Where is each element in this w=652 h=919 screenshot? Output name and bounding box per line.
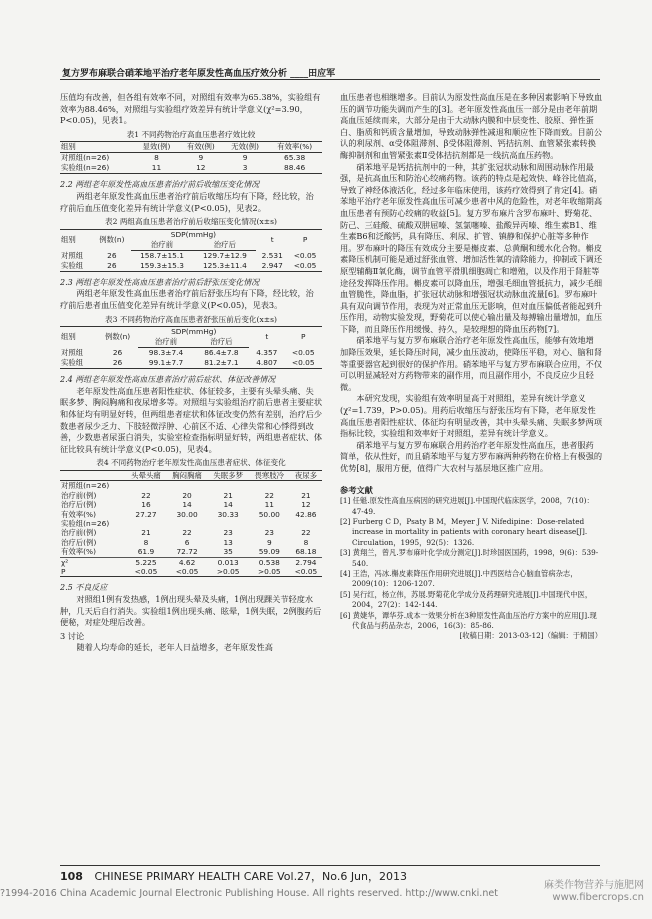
table-cell: 26 bbox=[112, 347, 123, 357]
table-row bbox=[60, 261, 322, 272]
table-cell: 158.7±15.1 bbox=[140, 250, 184, 260]
paragraph: 硝苯地平是钙拮抗剂中的一种，其扩张冠状动脉和周围动脉作用最强，是抗高血压和防治心绞痛药物。该药的特点是起效快、峰谷比值高，导致了神经体液活化，经过多年临床使用，该药疗效得到了肯定[4]。硝苯地平治疗老年原发性高血压可减少患者中风的危险性，对老年收缩期高血压患者有预防心绞痛的收益[5]。复方罗布麻片含罗布麻叶、野菊花、防己、三硅酸、硫酸双肼屈嗪、氢氯噻嗪、盐酸异丙嗪、维生素B1、维生素B6和泛酸钙，具有降压、利尿、扩管、镇静和保护心脏等多种作用。罗布麻叶的降压有效成分主要是槲皮素、总黄酮和缓水化合物。槲皮素降压机制可能是通过舒张血管、增加活性氧的清除能力，抑制或下调还原型辅酶Ⅱ氧化酶，调节血管平滑肌细胞凋亡和增殖，以及作用于肾脏等途径发挥降压作用。槲皮素可以降血压，增强毛细血管抵抗力，减少毛细血管脆性，降血脂，扩张冠状动脉和增强冠状动脉血流量[6]。罗布麻叶具有双向调节作用，表现为对正常血压无影响，但对血压偏低者能起到升压作用，动物实验发现，野菊花可以使心输出量及每搏输出量增加，血压下降，而且降压作用缓慢、持久，是较理想的降血压药物[7]。 bbox=[340, 161, 603, 334]
paragraph: 老年原发性高血压患者阳性症状、体征较多，主要有头晕头痛、失眠多梦、胸闷胸痛和夜尿增多等。对照组与实验组治疗前后患者主要症状和体征均有明显好转，但两组患者症状和体征改变仍然有差别，治疗后少数患者尿少乏力、下肢轻微浮肿、心前区不适、心律失常和心悸得到改善，少数患者尿蛋白消失，实验室检查指标明显好转，两组患者症状、体征比较具有统计学意义(P<0.05)，见表4。 bbox=[60, 385, 323, 454]
section-heading: 3 讨论 bbox=[60, 630, 85, 641]
table-cell: 实验组 bbox=[60, 261, 93, 272]
table-cell: P bbox=[284, 327, 322, 348]
copyright-line: ?1994-2016 China Academic Journal Electronic Publishing House. All rights reserved. http://www.cnki.net bbox=[0, 888, 498, 899]
table-cell: 5.225 bbox=[125, 557, 166, 567]
table-row bbox=[60, 547, 322, 557]
table-cell: <0.05 bbox=[288, 261, 322, 272]
table-cell: 99.1±7.7 bbox=[138, 358, 193, 369]
reference-item: [4] 王浩，冯冰.槲皮素降压作用研究进展[J].中西医结合心脑血管病杂志，2009(10)：1206-1207. bbox=[340, 569, 578, 589]
table-cell: P bbox=[60, 567, 125, 577]
table-cell: 4.357 bbox=[256, 347, 278, 357]
table-cell: 显效(例) bbox=[134, 142, 178, 153]
table-cell: 实验组 bbox=[60, 358, 97, 369]
table-cell: 无效(例) bbox=[223, 142, 267, 153]
table-3 bbox=[60, 326, 322, 369]
table-cell: 实验组(n=26) bbox=[61, 518, 110, 528]
table-cell: >0.05 bbox=[249, 567, 290, 577]
table-cell: 26 bbox=[93, 261, 130, 272]
paragraph: 硝苯地平与复方罗布麻联合治疗老年原发性高血压，能够有效地增加降压效果，延长降压时间，减少血压波动，使降压平稳，对心、脑和肾等重要器官起到很好的保护作用。硝苯地平与复方罗布麻联合应用，不仅可以明显减轻对方药物带来的副作用，而且副作用小，不良反应少且轻微。 bbox=[340, 335, 603, 392]
table-cell: 治疗前(例) bbox=[61, 490, 97, 500]
table-cell: 失眠多梦 bbox=[208, 470, 249, 480]
table-cell: 组别 bbox=[60, 327, 97, 348]
table-1-caption: 表1 不同药物治疗高血压患者疗效比较 bbox=[126, 129, 256, 139]
table-row bbox=[60, 358, 322, 369]
paragraph: 本研究发现，实验组有效率明显高于对照组，差异有统计学意义(χ²=1.739，P>0.05)。用药后收缩压与舒张压均有下降，老年原发性高血压患者阳性症状、体征均有明显改善，其中头晕头痛、失眠多梦两项指标比较，实验组和效率好于对照组，差异有统计学意义。 bbox=[340, 393, 603, 439]
table-cell: 14 bbox=[182, 500, 192, 510]
table-cell: 8 bbox=[143, 537, 149, 547]
table-cell: 有效率(%) bbox=[61, 509, 96, 519]
table-cell: 26 bbox=[97, 358, 138, 369]
paragraph: 对照组1例有发热感，1例出现头晕及头痛，1例出现踝关节轻度水肿，几天后自行消失。实验组1例出现头痛、眩晕，1例失眠，2例腹药后便秘，对症处理后改善。 bbox=[60, 593, 322, 628]
table-cell: 9 bbox=[266, 537, 272, 547]
journal-name: CHINESE PRIMARY HEALTH CARE Vol.27，No.6 Jun，2013 bbox=[94, 870, 407, 883]
table-cell: 4.62 bbox=[167, 557, 208, 567]
table-cell: 86.4±7.8 bbox=[204, 348, 239, 358]
table-row bbox=[60, 519, 322, 528]
section-heading: 2.3 两组老年原发性高血压患者治疗前后舒张压变化情况 bbox=[60, 277, 260, 287]
table-cell: 头晕头痛 bbox=[125, 470, 166, 480]
paragraph: 两组老年原发性高血压患者治疗前后舒张压均有下降，经比较，治疗前后患者血压值变化差异有统计学意义(P<0.05)，见表3。 bbox=[60, 288, 314, 310]
reference-item: [6] 黄婕华，谭华芬.成本一效果分析在3种原发性高血压治疗方案中的应用[J].现代食品与药品杂志，2006，16(3)：85-86. bbox=[340, 610, 597, 631]
table-cell: SDP(mmHg) bbox=[131, 229, 257, 240]
table-cell: 68.18 bbox=[295, 547, 317, 557]
table-1 bbox=[60, 141, 322, 174]
table-cell: 159.3±15.3 bbox=[131, 261, 194, 272]
table-row bbox=[60, 538, 322, 547]
table-cell: 9 bbox=[198, 153, 204, 163]
section-heading: 2.5 不良反应 bbox=[60, 583, 108, 593]
table-cell: 21 bbox=[223, 490, 233, 500]
table-cell: <0.05 bbox=[293, 250, 317, 260]
table-cell: 21 bbox=[301, 490, 311, 500]
table-cell: 125.3±11.4 bbox=[193, 261, 256, 272]
table-cell: 13 bbox=[223, 537, 233, 547]
table-cell: 30.00 bbox=[176, 509, 198, 519]
left-column bbox=[60, 92, 322, 654]
table-cell: 11 bbox=[134, 163, 178, 174]
watermark bbox=[544, 880, 644, 904]
table-row bbox=[60, 153, 322, 164]
paragraph: 压值均有改善，但各组有效率不同，对照组有效率为65.38%，实验组有效率为88.46%，对照组与实验组疗效差异有统计学意义(χ²=3.90，P<0.05)，见表1。 bbox=[60, 92, 321, 126]
references-heading: 参考文献 bbox=[340, 484, 373, 495]
table-cell: 治疗前(例) bbox=[61, 528, 97, 538]
table-cell: 对照组 bbox=[61, 250, 84, 260]
table-cell: 治疗后(例) bbox=[61, 500, 97, 510]
table-row bbox=[60, 510, 322, 519]
page-footer bbox=[60, 868, 407, 884]
table-cell: 治疗前 bbox=[131, 240, 194, 251]
table-cell: 例数(n) bbox=[97, 327, 138, 348]
table-cell: <0.05 bbox=[167, 567, 208, 577]
table-2-caption: 表2 两组高血压患者治疗前后收缩压变化情况(x±s) bbox=[105, 217, 277, 227]
section-heading: 2.4 两组老年原发性高血压患者治疗前后症状、体征改善情况 bbox=[60, 375, 276, 385]
table-cell: 治疗前 bbox=[138, 337, 193, 348]
table-cell: 夜尿多 bbox=[290, 470, 322, 480]
table-cell: 例数(n) bbox=[93, 229, 130, 250]
table-cell: 对照组(n=26) bbox=[61, 481, 110, 491]
watermark-url: www.fibercrops.cn bbox=[552, 892, 644, 903]
table-cell bbox=[290, 481, 322, 491]
received-date: [收稿日期：2013-03-12]（编辑：于精国） bbox=[459, 631, 602, 641]
page-number: 108 bbox=[60, 870, 83, 883]
references-list bbox=[340, 496, 602, 642]
table-row bbox=[60, 250, 322, 261]
table-cell bbox=[167, 519, 208, 528]
table-cell: 21 bbox=[141, 528, 151, 538]
table-cell: <0.05 bbox=[291, 347, 315, 357]
table-cell: <0.05 bbox=[125, 567, 166, 577]
table-cell: 11 bbox=[264, 500, 274, 510]
table-cell: 4.807 bbox=[249, 358, 284, 369]
table-cell bbox=[249, 519, 290, 528]
table-cell: 98.3±7.4 bbox=[148, 348, 184, 358]
table-cell: 畏寒肢冷 bbox=[249, 470, 290, 480]
table-row bbox=[60, 491, 322, 500]
paragraph: 血压患者也相继增多。目前认为原发性高血压是在多种因素影响下导致血压的调节功能失调而产生的[3]。老年原发性高血压一部分是由老年前期高血压延续而来，大部分是由于大动脉内膜和中层变性、胶原、弹性蛋白、脂质和钙质含量增加，导致动脉弹性减退和顺应性下降而致。目前公认的利尿剂、α受体阻滞剂、β受体阻滞剂、钙拮抗剂、血管紧张素转换酶抑制剂和血管紧张素Ⅱ受体拮抗剂都是一线抗高血压药物。 bbox=[340, 92, 603, 160]
right-column bbox=[340, 92, 602, 642]
table-cell: t bbox=[256, 229, 288, 250]
footer-rule bbox=[60, 865, 600, 866]
table-cell: t bbox=[249, 327, 284, 348]
table-cell: 有效率(%) bbox=[61, 547, 96, 557]
table-cell: 20 bbox=[182, 490, 192, 500]
table-cell: 42.86 bbox=[295, 509, 317, 519]
table-row bbox=[60, 557, 322, 567]
table-cell bbox=[208, 481, 249, 491]
table-cell: 30.33 bbox=[217, 509, 239, 519]
table-cell: 22 bbox=[301, 528, 311, 538]
table-cell: 14 bbox=[223, 500, 233, 510]
paragraph: 两组老年原发性高血压患者治疗前后收缩压均有下降，经比较，治疗前后血压值变化差异有统计学意义(P<0.05)，见表2。 bbox=[60, 190, 314, 213]
table-cell: 81.2±7.1 bbox=[194, 358, 249, 369]
watermark-text: 麻类作物营养与施肥网 bbox=[544, 880, 644, 891]
table-row bbox=[60, 528, 322, 537]
table-cell: 12 bbox=[179, 163, 223, 174]
table-cell: 59.09 bbox=[258, 547, 280, 557]
table-cell bbox=[60, 470, 125, 480]
table-cell: 对照组(n=26) bbox=[61, 153, 110, 163]
table-cell: 有效率(%) bbox=[267, 142, 322, 153]
table-cell: SDP(mmHg) bbox=[138, 327, 249, 338]
table-cell bbox=[249, 481, 290, 491]
table-cell: 88.46 bbox=[267, 163, 322, 174]
table-cell: 治疗后 bbox=[193, 240, 256, 251]
reference-item: [3] 黄翔兰，曾凡.罗布麻叶化学成分测定[J].时珍国医国药，1998，9(6)：539-540. bbox=[340, 548, 599, 568]
table-cell: 9 bbox=[242, 153, 248, 163]
section-heading: 2.2 两组老年原发性高血压患者治疗前后收缩压变化情况 bbox=[60, 180, 260, 190]
reference-item: [2] Furberg C D，Psaty B M，Meyer J V. Nifedipine：Dose-related increase in mortality in patients with coronary heart disease[J]. Circulation，1995，92(5)：1326. bbox=[340, 517, 588, 547]
table-cell bbox=[167, 481, 208, 491]
table-4-caption: 表4 不同药物治疗老年原发性高血压患者症状、体征变化 bbox=[96, 458, 286, 468]
table-row bbox=[60, 481, 322, 491]
table-cell: 有效(例) bbox=[179, 142, 223, 153]
table-2 bbox=[60, 229, 322, 272]
table-cell: 8 bbox=[154, 153, 159, 163]
table-cell: 6 bbox=[184, 537, 190, 547]
table-cell: 27.27 bbox=[135, 509, 157, 519]
table-cell: 22 bbox=[182, 528, 192, 538]
table-cell: 0.538 bbox=[249, 557, 290, 567]
table-cell: 3 bbox=[223, 163, 267, 174]
table-cell bbox=[290, 519, 322, 528]
table-cell: 22 bbox=[141, 490, 151, 500]
table-cell: <0.05 bbox=[284, 358, 322, 369]
table-cell: 65.38 bbox=[284, 153, 306, 163]
running-header: 复方罗布麻联合硝苯地平治疗老年原发性高血压疗效分析 ____田应军 bbox=[62, 69, 336, 79]
table-cell: 实验组(n=26) bbox=[60, 163, 134, 174]
table-row bbox=[60, 348, 322, 359]
table-cell: 23 bbox=[264, 528, 274, 538]
paragraph: 硝苯地平与复方罗布麻联合用药治疗老年原发性高血压，患者服药简单，依从性好，而且硝苯地平与复方罗布麻两种药物在价格上有极强的优势[8]，服用方便，值得广大农村与基层地区推广应用。 bbox=[340, 439, 603, 473]
table-cell: 2.794 bbox=[290, 557, 322, 567]
table-cell: 胸闷胸痛 bbox=[167, 470, 208, 480]
table-cell: 35 bbox=[223, 547, 233, 557]
table-cell: 129.7±12.9 bbox=[202, 250, 247, 260]
table-cell: 50.00 bbox=[258, 509, 280, 519]
table-3-caption: 表3 不同药物治疗高血压患者舒张压前后变化(x±s) bbox=[105, 314, 277, 324]
table-cell: 0.013 bbox=[208, 557, 249, 567]
table-4 bbox=[60, 470, 322, 577]
table-cell: 8 bbox=[303, 537, 309, 547]
table-cell: <0.05 bbox=[290, 567, 322, 577]
table-cell bbox=[208, 519, 249, 528]
table-cell: 22 bbox=[264, 490, 274, 500]
table-row bbox=[60, 163, 322, 174]
table-cell: >0.05 bbox=[208, 567, 249, 577]
paragraph: 随着人均寿命的延长，老年人日益增多，老年原发性高 bbox=[76, 642, 273, 653]
table-cell: 对照组 bbox=[61, 347, 84, 357]
table-cell: 组别 bbox=[60, 229, 93, 250]
table-cell: 治疗后 bbox=[194, 337, 249, 348]
table-cell: 16 bbox=[141, 500, 151, 510]
table-cell: 23 bbox=[223, 528, 233, 538]
table-cell: 2.531 bbox=[261, 250, 283, 260]
table-cell: 治疗后(例) bbox=[61, 537, 97, 547]
table-cell bbox=[125, 481, 166, 491]
reference-item: [5] 吴行红，杨立伟，苏展.野菊花化学成分及药理研究进展[J].中国现代中医，2004，27(2)：142-144. bbox=[340, 589, 593, 610]
table-cell bbox=[125, 519, 166, 528]
table-row bbox=[60, 567, 322, 577]
table-cell: 2.947 bbox=[256, 261, 288, 272]
table-cell: 组别 bbox=[60, 142, 134, 153]
table-cell: P bbox=[288, 229, 322, 250]
table-cell: 61.9 bbox=[137, 547, 155, 557]
header-rule bbox=[60, 79, 600, 80]
table-cell: 12 bbox=[301, 500, 311, 510]
table-cell: χ² bbox=[60, 557, 125, 567]
reference-item: [1] 任魁.原发性高血压病因的研究进展[J].中国现代临床医学，2008，7(10)：47-49. bbox=[340, 496, 594, 516]
table-cell: 26 bbox=[107, 250, 117, 260]
table-row bbox=[60, 500, 322, 509]
table-cell: 72.72 bbox=[176, 547, 198, 557]
